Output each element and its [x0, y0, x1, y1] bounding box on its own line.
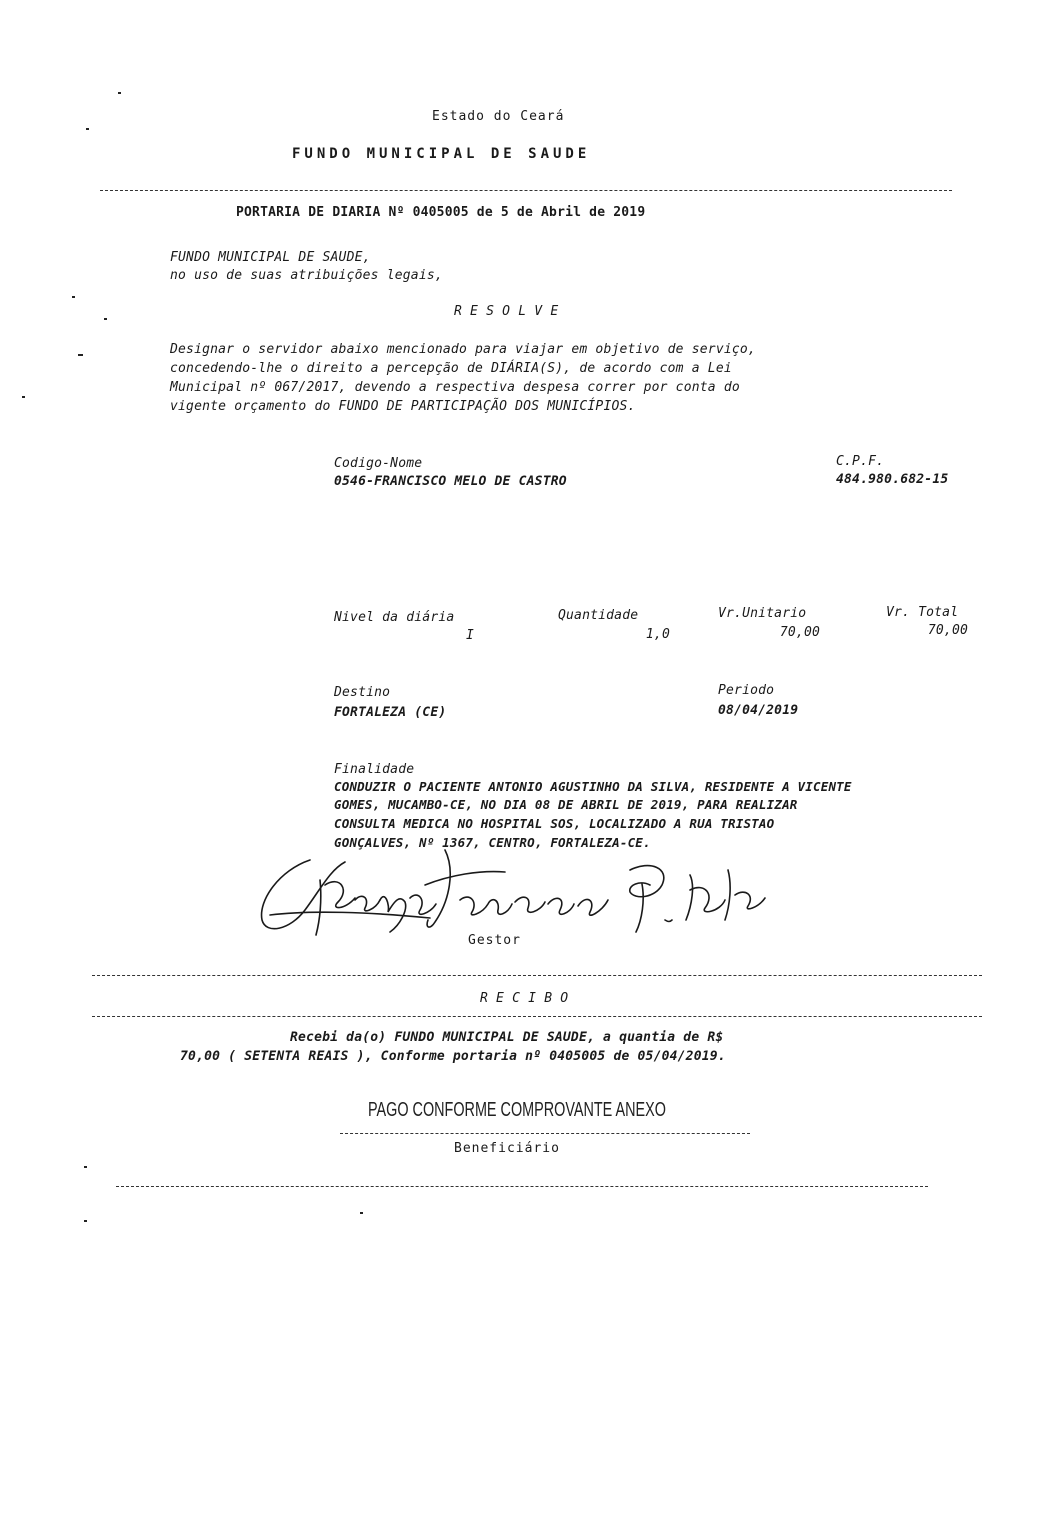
periodo-label: Periodo [718, 683, 775, 698]
preamble-line-2: no uso de suas atribuições legais, [170, 268, 443, 283]
body-line-4: vigente orçamento do FUNDO DE PARTICIPAÇÃO DOS MUNICÍPIOS. [170, 399, 636, 414]
gestor-label: Gestor [468, 933, 521, 948]
scan-speck [118, 92, 121, 94]
body-line-3: Municipal nº 067/2017, devendo a respectiva despesa correr por conta do [170, 380, 740, 395]
beneficiario-label: Beneficiário [454, 1141, 560, 1156]
state-header: Estado do Ceará [432, 109, 565, 124]
signature-line [340, 1133, 750, 1134]
scan-speck [360, 1212, 363, 1214]
preamble-line-1: FUNDO MUNICIPAL DE SAUDE, [170, 250, 371, 265]
recibo-title: R E C I B O [480, 991, 569, 1006]
scan-speck [22, 396, 25, 398]
portaria-title: PORTARIA DE DIARIA Nº 0405005 de 5 de Abril de 2019 [236, 205, 646, 220]
vr-total-label: Vr. Total [886, 605, 959, 620]
cpf-label: C.P.F. [836, 454, 885, 469]
codigo-nome-label: Codigo-Nome [334, 456, 423, 471]
vr-total-value: 70,00 [927, 623, 968, 638]
body-line-1: Designar o servidor abaixo mencionado para viajar em objetivo de serviço, [170, 342, 756, 357]
codigo-nome-value: 0546-FRANCISCO MELO DE CASTRO [334, 474, 567, 489]
divider-line [100, 190, 952, 191]
quantidade-label: Quantidade [558, 608, 639, 623]
destino-label: Destino [334, 685, 391, 700]
divider-line [92, 975, 982, 976]
vr-unitario-value: 70,00 [779, 625, 820, 640]
recibo-line-2: 70,00 ( SETENTA REAIS ), Conforme portaria nº 0405005 de 05/04/2019. [180, 1049, 726, 1064]
periodo-value: 08/04/2019 [718, 703, 799, 718]
scan-speck [72, 296, 75, 298]
finalidade-line-3: CONSULTA MEDICA NO HOSPITAL SOS, LOCALIZADO A RUA TRISTAO [334, 816, 775, 831]
body-line-2: concedendo-lhe o direito a percepção de DIÁRIA(S), de acordo com a Lei [170, 361, 732, 376]
finalidade-line-1: CONDUZIR O PACIENTE ANTONIO AGUSTINHO DA SILVA, RESIDENTE A VICENTE [334, 779, 852, 794]
entity-header: FUNDO MUNICIPAL DE SAUDE [292, 146, 591, 162]
scan-speck [104, 318, 107, 320]
scan-speck [84, 1220, 87, 1222]
finalidade-label: Finalidade [334, 762, 415, 777]
vr-unitario-label: Vr.Unitario [718, 606, 807, 621]
divider-line [116, 1186, 928, 1187]
destino-value: FORTALEZA (CE) [334, 705, 447, 720]
scan-speck [78, 354, 83, 356]
divider-line [92, 1016, 982, 1017]
scan-speck [84, 1166, 87, 1168]
quantidade-value: 1,0 [645, 627, 670, 642]
finalidade-line-4: GONÇALVES, Nº 1367, CENTRO, FORTALEZA-CE. [334, 835, 651, 850]
nivel-value: I [466, 628, 475, 643]
resolve-heading: R E S O L V E [454, 304, 559, 319]
finalidade-line-2: GOMES, MUCAMBO-CE, NO DIA 08 DE ABRIL DE 2019, PARA REALIZAR [334, 797, 798, 812]
cpf-value: 484.980.682-15 [836, 472, 949, 487]
gestor-signature [250, 840, 790, 940]
scan-speck [86, 128, 89, 130]
nivel-label: Nivel da diária [334, 610, 455, 625]
payment-stamp: PAGO CONFORME COMPROVANTE ANEXO [368, 1099, 666, 1121]
recibo-line-1: Recebi da(o) FUNDO MUNICIPAL DE SAUDE, a quantia de R$ [290, 1030, 724, 1045]
